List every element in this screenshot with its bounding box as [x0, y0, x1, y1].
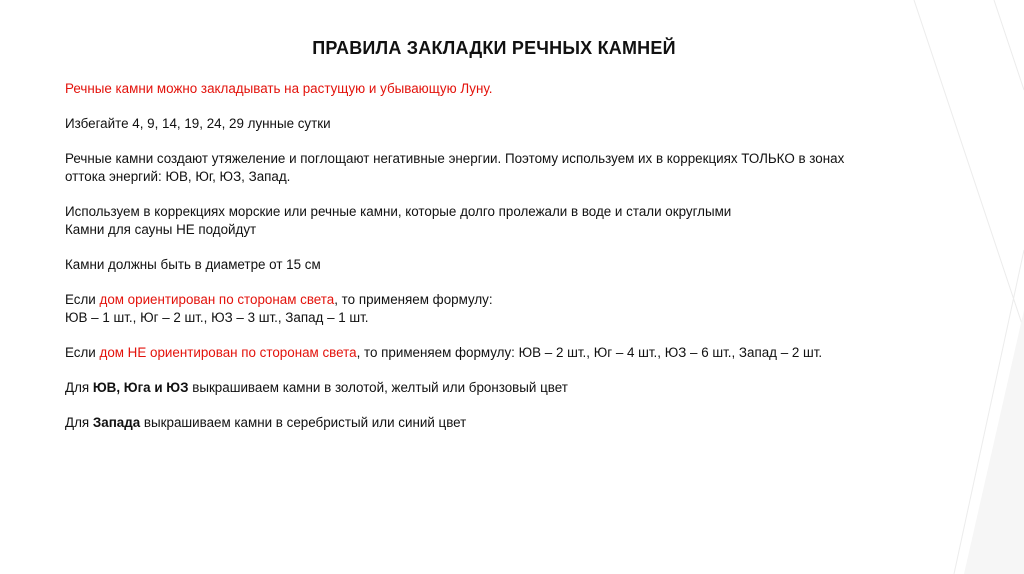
decor-line-2 — [994, 0, 1024, 90]
decor-line-4 — [994, 420, 1024, 574]
rule-color-south-suffix: выкрашиваем камни в золотой, желтый или бронзовый цвет — [188, 380, 568, 395]
rule-moon-phase: Речные камни можно закладывать на растущую и убывающую Луну. — [65, 81, 493, 96]
rule-color-west-suffix: выкрашиваем камни в серебристый или синий цвет — [140, 415, 467, 430]
rule-stone-type — [65, 203, 925, 239]
rule-energy-zones-line1: Речные камни создают утяжеление и поглощают негативные энергии. Поэтому используем их в коррекциях ТОЛЬКО в зонах — [65, 151, 845, 166]
rule-color-west-bold: Запада — [92, 415, 141, 430]
rule-not-oriented-line — [65, 344, 925, 362]
rule-oriented-house — [65, 291, 925, 327]
rule-not-oriented-highlight: дом НЕ ориентирован по сторонам света — [99, 345, 357, 360]
rule-oriented-prefix: Если — [65, 292, 100, 307]
rule-not-oriented-suffix: , то применяем формулу: ЮВ – 2 шт., Юг – 4 шт., ЮЗ – 6 шт., Запад – 2 шт. — [356, 345, 823, 360]
rule-color-south — [65, 379, 925, 397]
rule-oriented-highlight: дом ориентирован по сторонам света — [99, 292, 335, 307]
rule-energy-zones-line2: оттока энергий: ЮВ, Юг, ЮЗ, Запад. — [65, 169, 291, 184]
rule-color-west-prefix: Для — [65, 415, 93, 430]
rule-color-west — [65, 414, 925, 432]
rule-oriented-house-line1 — [65, 291, 925, 309]
rule-stone-type-line2: Камни для сауны НЕ подойдут — [65, 222, 257, 237]
rule-oriented-suffix: , то применяем формулу: — [334, 292, 493, 307]
rule-oriented-formula: ЮВ – 1 шт., Юг – 2 шт., ЮЗ – 3 шт., Запад – 1 шт. — [65, 310, 369, 325]
rule-color-south-prefix: Для — [65, 380, 93, 395]
rule-not-oriented-house — [65, 344, 925, 362]
decor-line-3 — [954, 250, 1024, 574]
page-title: ПРАВИЛА ЗАКЛАДКИ РЕЧНЫХ КАМНЕЙ — [312, 38, 676, 58]
rule-not-oriented-prefix: Если — [65, 345, 100, 360]
rule-energy-zones — [65, 150, 925, 186]
rule-avoid-days: Избегайте 4, 9, 14, 19, 24, 29 лунные сутки — [65, 116, 331, 131]
rules-text — [65, 80, 925, 449]
rule-stone-size: Камни должны быть в диаметре от 15 см — [65, 257, 321, 272]
rule-color-south-bold: ЮВ, Юга и ЮЗ — [92, 380, 189, 395]
rule-stone-type-line1: Используем в коррекциях морские или речные камни, которые долго пролежали в воде и стали округлыми — [65, 204, 732, 219]
decor-shape — [964, 310, 1024, 574]
